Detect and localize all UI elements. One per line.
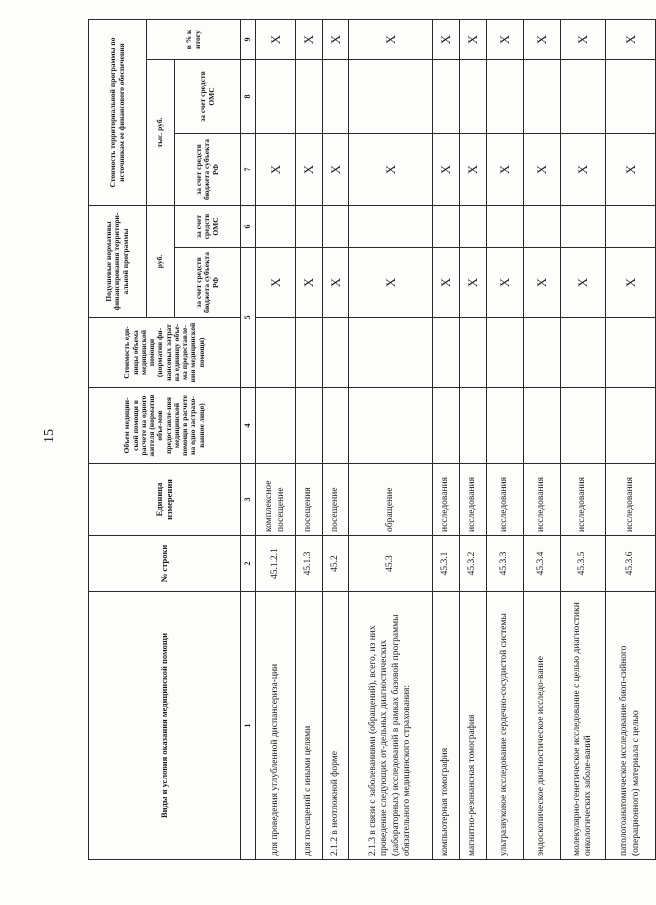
cell-volume xyxy=(561,388,606,464)
header-total-budget: за счет средств бюджета субъекта РФ xyxy=(175,134,241,206)
cell-volume xyxy=(433,388,460,464)
column-number-row xyxy=(241,19,256,859)
column-number: 8 xyxy=(241,60,256,134)
cell-per-capita-oms xyxy=(561,206,606,248)
header-type: Виды и условия оказания медицинской помощи xyxy=(89,592,241,860)
table-row xyxy=(606,19,656,859)
cell-percent: X xyxy=(460,19,487,59)
header-per-capita: Подушевые нормативы финансирования территори-альной программы xyxy=(89,206,147,318)
cell-total-budget: X xyxy=(433,134,460,206)
cell-per-capita-budget: X xyxy=(323,248,349,318)
cell-percent: X xyxy=(524,19,561,59)
cell-volume xyxy=(487,388,524,464)
cell-per-capita-oms xyxy=(296,206,323,248)
cell-row-no: 45.2 xyxy=(323,536,349,592)
cell-percent: X xyxy=(487,19,524,59)
cell-percent: X xyxy=(349,19,433,59)
cell-unit: исследования xyxy=(606,464,656,536)
column-number: 7 xyxy=(241,134,256,206)
cell-row-no: 45.3.4 xyxy=(524,536,561,592)
cell-per-capita-budget: X xyxy=(524,248,561,318)
header-per-capita-budget: за счет средств бюджета субъекта РФ xyxy=(175,248,241,318)
cell-unit-cost xyxy=(561,318,606,388)
table-row xyxy=(460,19,487,859)
cell-total-oms xyxy=(487,60,524,134)
column-number: 9 xyxy=(241,19,256,59)
cell-unit-cost xyxy=(460,318,487,388)
cell-per-capita-oms xyxy=(323,206,349,248)
cell-type: 2.1.2 в неотложной форме xyxy=(323,592,349,860)
table-row xyxy=(323,19,349,859)
cell-total-oms xyxy=(433,60,460,134)
cell-per-capita-oms xyxy=(606,206,656,248)
header-total-cost: Стоимость территориальной программы по источникам ее финансового обеспечения xyxy=(89,19,147,205)
cell-per-capita-oms xyxy=(433,206,460,248)
table-row xyxy=(524,19,561,859)
table-body xyxy=(241,19,656,859)
cell-percent: X xyxy=(606,19,656,59)
column-number: 4 xyxy=(241,388,256,464)
cell-total-budget: X xyxy=(561,134,606,206)
cell-unit: обращение xyxy=(349,464,433,536)
cell-unit: комплексное посещение xyxy=(256,464,296,536)
cell-total-oms xyxy=(323,60,349,134)
cell-total-oms xyxy=(460,60,487,134)
cell-per-capita-budget: X xyxy=(296,248,323,318)
cell-type: ультразвуковое исследование сердечно-сосудистой системы xyxy=(487,592,524,860)
table-row xyxy=(433,19,460,859)
cell-total-budget: X xyxy=(349,134,433,206)
cell-total-oms xyxy=(524,60,561,134)
cell-type: для проведения углубленной диспансериза-ции xyxy=(256,592,296,860)
cell-total-oms xyxy=(561,60,606,134)
cell-unit-cost xyxy=(524,318,561,388)
cell-per-capita-oms xyxy=(460,206,487,248)
cell-percent: X xyxy=(433,19,460,59)
cell-type: компьютерная томография xyxy=(433,592,460,860)
cell-unit-cost xyxy=(256,318,296,388)
table-row xyxy=(349,19,433,859)
cell-row-no: 45.3.6 xyxy=(606,536,656,592)
cell-row-no: 45.3.1 xyxy=(433,536,460,592)
column-number: 5 xyxy=(241,248,256,388)
cell-per-capita-budget: X xyxy=(606,248,656,318)
cell-volume xyxy=(296,388,323,464)
cell-row-no: 45.3.5 xyxy=(561,536,606,592)
cell-unit-cost xyxy=(606,318,656,388)
header-total-oms: за счет средств ОМС xyxy=(175,60,241,134)
cell-percent: X xyxy=(561,19,606,59)
cell-unit: посещение xyxy=(323,464,349,536)
cell-per-capita-budget: X xyxy=(256,248,296,318)
header-thousand-rub: тыс. руб. xyxy=(147,60,175,206)
table-row xyxy=(561,19,606,859)
cell-total-budget: X xyxy=(323,134,349,206)
cell-volume xyxy=(349,388,433,464)
cell-per-capita-oms xyxy=(256,206,296,248)
column-number: 3 xyxy=(241,464,256,536)
column-number: 1 xyxy=(241,592,256,860)
cell-per-capita-budget: X xyxy=(460,248,487,318)
cell-unit-cost xyxy=(323,318,349,388)
cell-total-budget: X xyxy=(524,134,561,206)
cell-row-no: 45.1.3 xyxy=(296,536,323,592)
cell-percent: X xyxy=(296,19,323,59)
program-cost-table xyxy=(88,19,656,860)
cell-per-capita-oms xyxy=(349,206,433,248)
header-volume: Объем медицин-ской помощи в расчете на одного жителя (норматив объе-мов предоставле-ния медицинской помощи в расчете на одно застрахо-ванное лицо) xyxy=(89,388,241,464)
cell-type: молекулярно-генетическое исследование с целью диагностики онкологических заболе-ваний xyxy=(561,592,606,860)
rotated-table-container xyxy=(88,29,641,860)
cell-total-budget: X xyxy=(606,134,656,206)
header-unit-cost: Стоимость еди-ницы объема медицинской помощи (норматив фи-нансовых затрат на единицу объе-ма предоставле-ния медицинской помощи) xyxy=(89,318,241,388)
column-number: 2 xyxy=(241,536,256,592)
cell-unit: посещения xyxy=(296,464,323,536)
table-row xyxy=(487,19,524,859)
cell-type: магнитно-резонансная томография xyxy=(460,592,487,860)
cell-per-capita-oms xyxy=(487,206,524,248)
cell-volume xyxy=(323,388,349,464)
cell-total-oms xyxy=(256,60,296,134)
cell-unit-cost xyxy=(487,318,524,388)
cell-row-no: 45.3 xyxy=(349,536,433,592)
cell-total-budget: X xyxy=(256,134,296,206)
cell-per-capita-budget: X xyxy=(349,248,433,318)
header-rub: руб. xyxy=(147,206,175,318)
cell-unit-cost xyxy=(349,318,433,388)
header-row-no: № строки xyxy=(89,536,241,592)
cell-unit: исследования xyxy=(460,464,487,536)
page-number: 15 xyxy=(42,429,57,443)
cell-unit: исследования xyxy=(524,464,561,536)
cell-unit: исследования xyxy=(433,464,460,536)
cell-percent: X xyxy=(256,19,296,59)
cell-total-budget: X xyxy=(487,134,524,206)
cell-volume xyxy=(524,388,561,464)
cell-volume xyxy=(606,388,656,464)
cell-unit-cost xyxy=(433,318,460,388)
cell-per-capita-oms xyxy=(524,206,561,248)
cell-unit-cost xyxy=(296,318,323,388)
cell-volume xyxy=(256,388,296,464)
table-header xyxy=(89,19,241,859)
cell-type: патологоанатомическое исследование биоп-сийного (операционного) материала с целью xyxy=(606,592,656,860)
cell-total-oms xyxy=(606,60,656,134)
cell-per-capita-budget: X xyxy=(561,248,606,318)
header-per-capita-oms: за счет средств ОМС xyxy=(175,206,241,248)
table-row xyxy=(296,19,323,859)
cell-type: эндоскопическое диагностическое исследо-вание xyxy=(524,592,561,860)
header-unit: Единица измерения xyxy=(89,464,241,536)
cell-unit: исследования xyxy=(561,464,606,536)
cell-row-no: 45.3.2 xyxy=(460,536,487,592)
cell-total-oms xyxy=(296,60,323,134)
header-percent: в % к итогу xyxy=(147,19,241,59)
cell-type: 2.1.3 в связи с заболеваниями (обращений), всего, из них проведение следующих от-дельных диагностических (лабораторных) исследований в рамках базовой программы обязательного медицинского страхования: xyxy=(349,592,433,860)
cell-type: для посещений с иными целями xyxy=(296,592,323,860)
cell-per-capita-budget: X xyxy=(487,248,524,318)
cell-row-no: 45.3.3 xyxy=(487,536,524,592)
cell-row-no: 45.1.2.1 xyxy=(256,536,296,592)
cell-unit: исследования xyxy=(487,464,524,536)
cell-total-budget: X xyxy=(460,134,487,206)
cell-total-budget: X xyxy=(296,134,323,206)
cell-volume xyxy=(460,388,487,464)
cell-per-capita-budget: X xyxy=(433,248,460,318)
cell-percent: X xyxy=(323,19,349,59)
table-row xyxy=(256,19,296,859)
cell-total-oms xyxy=(349,60,433,134)
column-number: 6 xyxy=(241,206,256,248)
